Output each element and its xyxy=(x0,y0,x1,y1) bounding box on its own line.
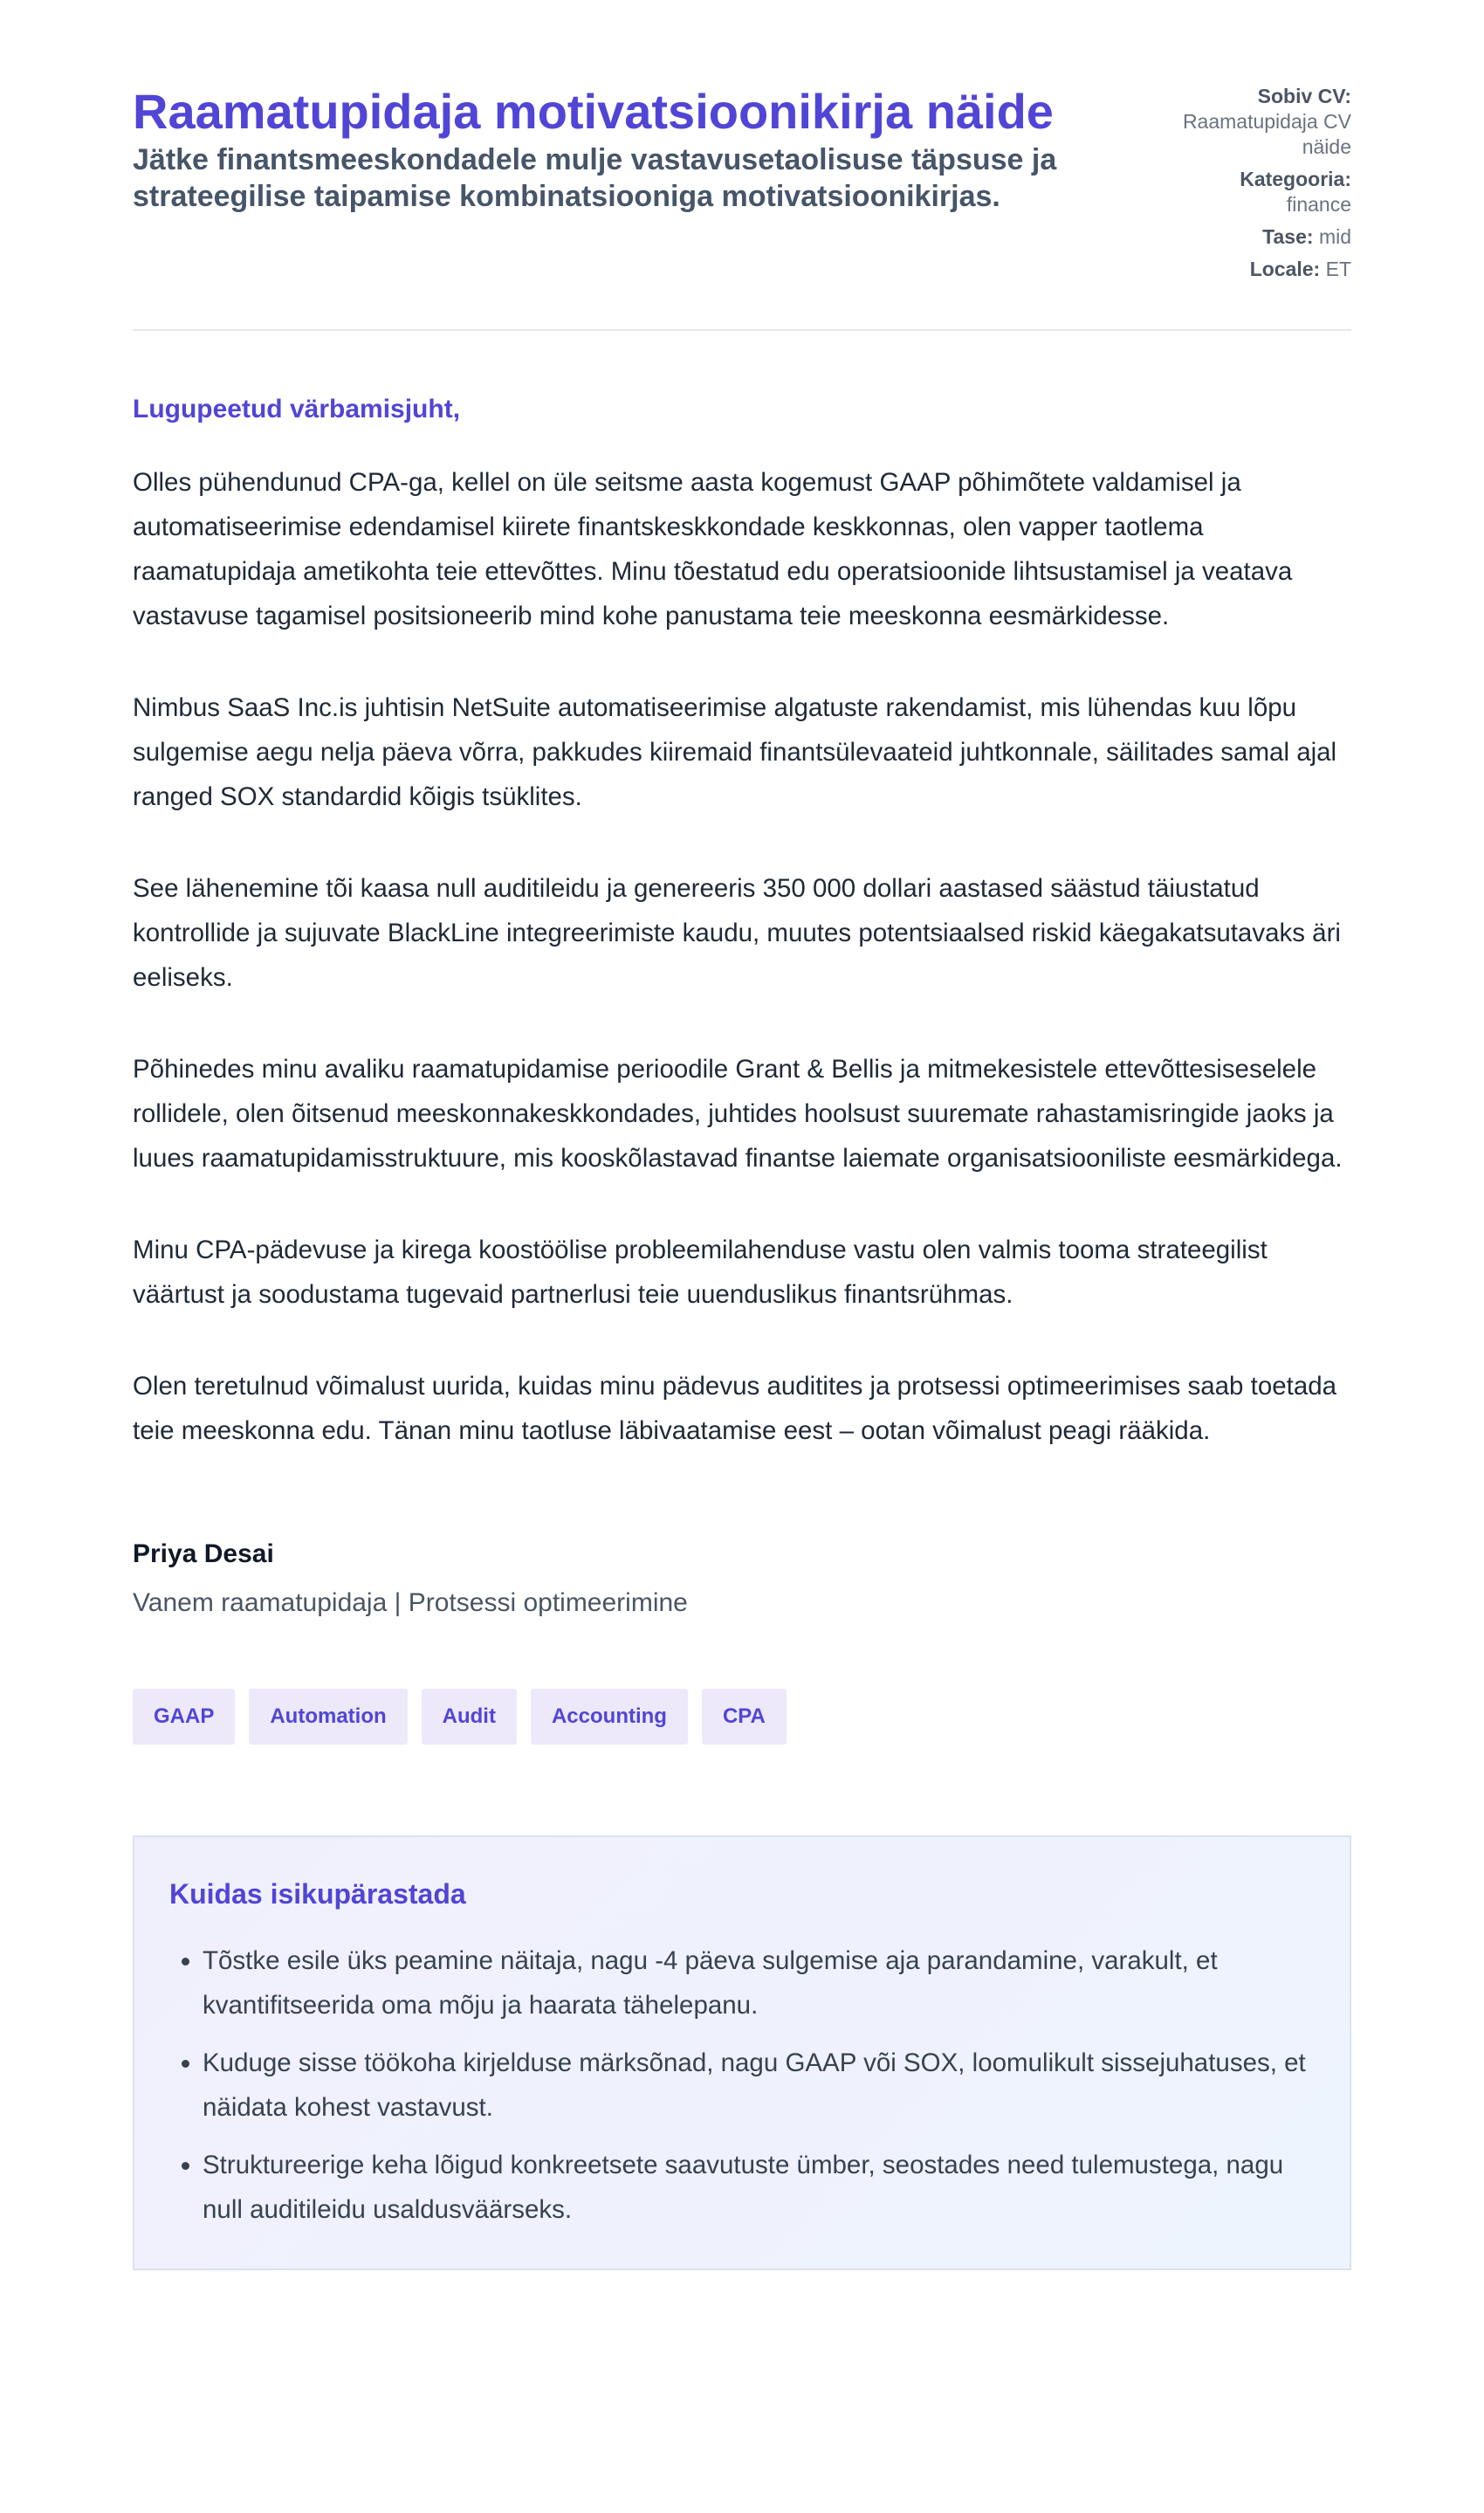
letter-paragraph: Olles pühendunud CPA-ga, kellel on üle seitsme aasta kogemust GAAP põhimõtete valdamisel ja automatiseerimise edendamisel kiirete finantskeskkondade keskkonnas, olen vapper taotlema raamatupidaja ametikohta teie ettevõttes. Minu tõestatud edu operatsioonide lihtsustamisel ja veatava vastavuse tagamisel positsioneerib mind kohe panustama teie meeskonna eesmärkidesse. xyxy=(133,468,1293,630)
meta-cv xyxy=(1159,84,1351,160)
meta-cv-label: Sobiv CV: xyxy=(1257,85,1351,107)
header-text xyxy=(133,84,1145,215)
letter-paragraph: See lähenemine tõi kaasa null auditileidu ja genereeris 350 000 dollari aastased säästud täiustatud kontrollide ja sujuvate BlackLine integreerimiste kaudu, muutes potentsiaalsed riskid käegakatsutavaks äri eeliseks. xyxy=(133,874,1341,992)
meta-category xyxy=(1159,167,1351,217)
letter-paragraph: Nimbus SaaS Inc.is juhtisin NetSuite automatiseerimise algatuste rakendamist, mis lühendas kuu lõpu sulgemise aegu nelja päeva võrra, pakkudes kiiremaid finantsülevaateid juhtkonnale, säilitades samal ajal ranged SOX standardid kõigis tsüklites. xyxy=(133,693,1337,811)
personalization-tips xyxy=(133,1835,1351,2270)
tag-list xyxy=(133,1689,1351,1745)
letter-paragraph: Olen teretulnud võimalust uurida, kuidas minu pädevus auditites ja protsessi optimeerimises saab toetada teie meeskonna edu. Tänan minu taotluse läbivaatamise eest – ootan võimalust peagi rääkida. xyxy=(133,1372,1337,1445)
meta-category-label: Kategooria: xyxy=(1240,168,1351,190)
signature-block xyxy=(133,1537,1351,1621)
page-header xyxy=(133,84,1351,331)
signature-title: Vanem raamatupidaja | Protsessi optimeerimine xyxy=(133,1588,688,1617)
meta-level-label: Tase: xyxy=(1262,225,1314,248)
tips-list xyxy=(169,1938,1315,2232)
letter-greeting: Lugupeetud värbamisjuht, xyxy=(133,395,461,423)
letter-paragraph: Põhinedes minu avaliku raamatupidamise perioodile Grant & Bellis ja mitmekesistele ettevõttesiseselele rollidele, olen õitsenud meeskonnakeskkondades, juhtides hoolsust suuremate rahastamisringide jaoks ja luues raamatupidamisstruktuure, mis kooskõlastavad finantse laiemate organisatsiooniliste eesmärkidega. xyxy=(133,1055,1343,1173)
tips-title: Kuidas isikupärastada xyxy=(169,1878,466,1910)
tag-gaap: GAAP xyxy=(133,1689,235,1745)
page-subtitle: Jätke finantsmeeskondadele mulje vastavusetaolisuse täpsuse ja strateegilise taipamise kombinatsiooniga motivatsioonikirjas. xyxy=(133,143,1057,213)
tag-cpa: CPA xyxy=(702,1689,787,1745)
letter-body xyxy=(133,460,1351,1453)
meta-cv-value: Raamatupidaja CV näide xyxy=(1182,110,1351,158)
letter-paragraph: Minu CPA-pädevuse ja kirega koostöölise probleemilahenduse vastu olen valmis tooma strateegilist väärtust ja soodustama tugevaid partnerlusi teie uuenduslikus finantsrühmas. xyxy=(133,1236,1268,1309)
meta-panel xyxy=(1159,84,1351,289)
tip-item: • Kuduge sisse töökoha kirjelduse märksõnad, nagu GAAP või SOX, loomulikult sissejuhatuses, et näidata kohest vastavust. xyxy=(203,2041,1315,2130)
tag-accounting: Accounting xyxy=(531,1689,688,1745)
meta-locale-value: ET xyxy=(1325,258,1351,280)
meta-locale xyxy=(1159,257,1351,282)
meta-category-value: finance xyxy=(1286,193,1351,216)
tip-item: • Tõstke esile üks peamine näitaja, nagu -4 päeva sulgemise aja parandamine, varakult, et kvantifitseerida oma mõju ja haarata tähelepanu. xyxy=(203,1938,1315,2028)
meta-level-value: mid xyxy=(1318,225,1351,248)
tip-item: • Struktureerige keha lõigud konkreetsete saavutuste ümber, seostades need tulemustega, nagu null auditileidu usaldusväärseks. xyxy=(203,2143,1315,2232)
meta-level xyxy=(1159,224,1351,250)
tag-audit: Audit xyxy=(422,1689,517,1745)
tag-automation: Automation xyxy=(249,1689,407,1745)
signature-name: Priya Desai xyxy=(133,1539,274,1568)
page-title: Raamatupidaja motivatsioonikirja näide xyxy=(133,84,1054,139)
meta-locale-label: Locale: xyxy=(1249,258,1321,280)
